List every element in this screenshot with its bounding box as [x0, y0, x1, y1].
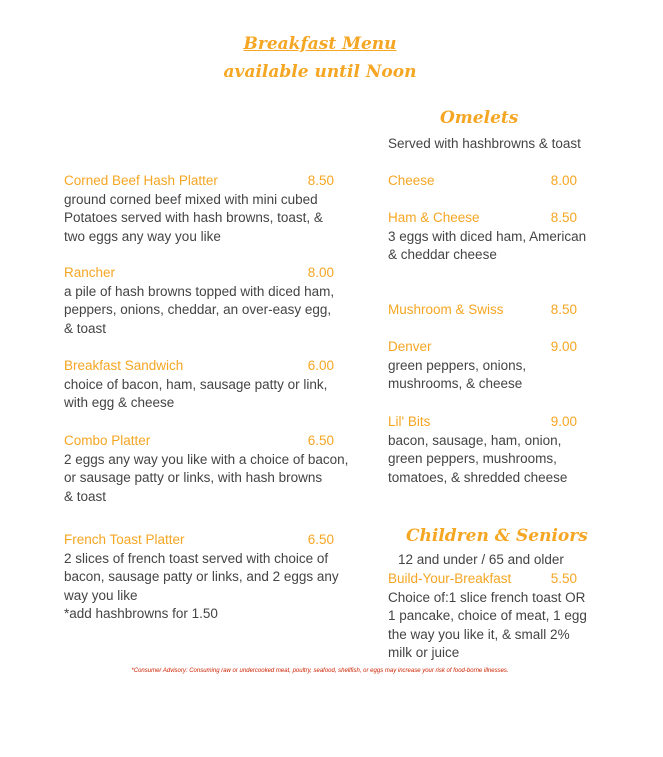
children-seniors-heading: Children & Seniors — [406, 526, 588, 546]
menu-title: Breakfast Menu — [243, 34, 397, 54]
menu-item-lil-bits-omelet — [388, 413, 600, 487]
item-desc-line: Choice of:1 slice french toast OR — [388, 589, 586, 605]
item-desc-line: & toast — [64, 320, 107, 336]
item-price: 6.00 — [307, 358, 334, 373]
item-desc-line: bacon, sausage patty or links, and 2 eggs any — [64, 569, 339, 585]
menu-item-french-toast-platter — [64, 531, 350, 624]
item-desc-line: peppers, onions, cheddar, an over-easy egg, — [64, 302, 332, 318]
item-price: 8.00 — [307, 265, 334, 280]
item-name: Mushroom & Swiss — [388, 302, 504, 317]
item-desc-line: or sausage patty or links, with hash browns — [64, 470, 323, 486]
menu-item-breakfast-sandwich — [64, 357, 350, 413]
item-name: Cheese — [388, 173, 435, 188]
item-name: Ham & Cheese — [388, 210, 480, 225]
menu-item-corned-beef — [64, 172, 350, 246]
item-price: 8.50 — [550, 302, 577, 317]
item-desc-line: bacon, sausage, ham, onion, — [388, 432, 562, 448]
item-price: 8.50 — [550, 210, 577, 225]
item-name: French Toast Platter — [64, 532, 185, 547]
item-desc-line: & cheddar cheese — [388, 247, 497, 263]
omelets-note: Served with hashbrowns & toast — [388, 136, 581, 151]
item-price: 9.00 — [550, 414, 577, 429]
item-name: Lil' Bits — [388, 414, 431, 429]
item-desc-line: *add hashbrowns for 1.50 — [64, 606, 218, 622]
menu-item-mushroom-swiss-omelet — [388, 301, 600, 320]
menu-item-ham-cheese-omelet — [388, 209, 600, 265]
item-desc-line: 2 eggs any way you like with a choice of bacon, — [64, 451, 349, 467]
menu-item-denver-omelet — [388, 338, 600, 394]
item-desc-line: green peppers, onions, — [388, 357, 527, 373]
item-name: Build-Your-Breakfast — [388, 571, 512, 586]
item-desc-line: with egg & cheese — [64, 395, 175, 411]
item-desc-line: & toast — [64, 488, 107, 504]
item-desc-line: the way you like it, & small 2% — [388, 626, 570, 642]
item-price: 5.50 — [550, 571, 577, 586]
item-desc-line: milk or juice — [388, 645, 460, 661]
item-price: 6.50 — [307, 433, 334, 448]
children-seniors-note: 12 and under / 65 and older — [398, 552, 564, 567]
item-name: Breakfast Sandwich — [64, 358, 184, 373]
item-name: Denver — [388, 339, 432, 354]
item-desc-line: Potatoes served with hash browns, toast, & — [64, 210, 323, 226]
item-desc-line: 3 eggs with diced ham, American — [388, 228, 587, 244]
item-desc-line: 1 pancake, choice of meat, 1 egg — [388, 608, 587, 624]
omelets-heading: Omelets — [440, 108, 519, 128]
menu-item-cheese-omelet — [388, 172, 600, 191]
item-desc-line: ground corned beef mixed with mini cubed — [64, 191, 318, 207]
item-desc-line: tomatoes, & shredded cheese — [388, 469, 568, 485]
menu-item-build-your-breakfast — [388, 570, 600, 663]
item-desc-line: a pile of hash browns topped with diced ham, — [64, 283, 335, 299]
item-name: Combo Platter — [64, 433, 151, 448]
item-desc-line: way you like — [64, 587, 138, 603]
menu-subtitle: available until Noon — [223, 62, 417, 82]
item-price: 6.50 — [307, 532, 334, 547]
item-price: 8.00 — [550, 173, 577, 188]
menu-item-combo-platter — [64, 432, 350, 506]
item-desc-line: choice of bacon, ham, sausage patty or link, — [64, 376, 328, 392]
menu-item-rancher — [64, 264, 350, 338]
item-price: 8.50 — [307, 173, 334, 188]
item-desc-line: mushrooms, & cheese — [388, 376, 523, 392]
item-price: 9.00 — [550, 339, 577, 354]
consumer-advisory: *Consumer Advisory: Consuming raw or undercooked meat, poultry, seafood, shellfish, or eggs may increase your risk of food-borne illnesses. — [131, 668, 509, 674]
item-desc-line: two eggs any way you like — [64, 228, 221, 244]
item-desc-line: 2 slices of french toast served with choice of — [64, 550, 329, 566]
item-desc-line: green peppers, mushrooms, — [388, 451, 557, 467]
item-name: Rancher — [64, 265, 116, 280]
item-name: Corned Beef Hash Platter — [64, 173, 218, 188]
